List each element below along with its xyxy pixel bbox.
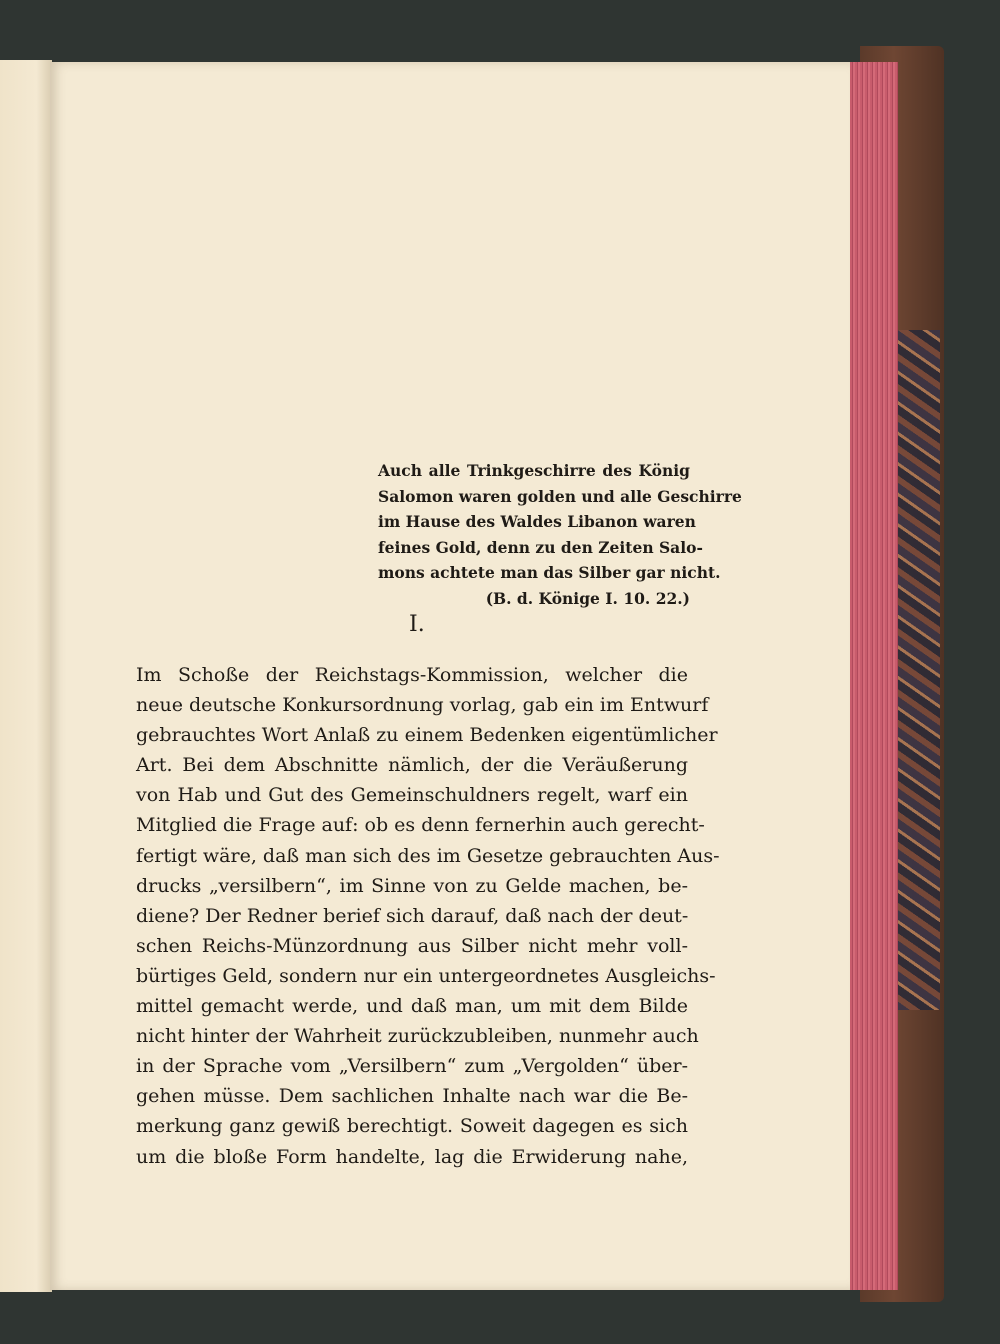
epigraph-line: feines Gold, denn zu den Zeiten Salo-: [378, 537, 703, 557]
body-line: fertigt wäre, daß man sich des im Gesetze gebrauchten Aus-: [136, 844, 720, 867]
chapter-numeral: I.: [409, 612, 425, 637]
body-line: gehen müsse. Dem sachlichen Inhalte nach war die Be-: [136, 1085, 688, 1108]
body-line: diene? Der Redner berief sich darauf, daß nach der deut-: [136, 904, 689, 927]
body-line: drucks „versilbern“, im Sinne von zu Gelde machen, be-: [136, 874, 688, 897]
body-line: gebrauchtes Wort Anlaß zu einem Bedenken eigentümlicher: [136, 724, 718, 747]
epigraph-line: mons achtete man das Silber gar nicht.: [378, 563, 721, 582]
epigraph-line: Salomon waren golden und alle Geschirre: [378, 486, 742, 506]
body-line: nicht hinter der Wahrheit zurückzubleiben, nunmehr auch: [136, 1025, 699, 1048]
body-line: merkung ganz gewiß berechtigt. Soweit dagegen es sich: [136, 1115, 688, 1138]
body-line: Art. Bei dem Abschnitte nämlich, der die Veräußerung: [136, 754, 688, 777]
body-line: mittel gemacht werde, und daß man, um mit dem Bilde: [136, 995, 688, 1018]
epigraph-line: Auch alle Trinkgeschirre des König: [378, 461, 690, 480]
epigraph-line: im Hause des Waldes Libanon waren: [378, 512, 696, 531]
epigraph-reference: (B. d. Könige I. 10. 22.): [485, 588, 690, 608]
body-line: schen Reichs-Münzordnung aus Silber nicht mehr voll-: [136, 934, 688, 957]
body-line: Im Schoße der Reichstags-Kommission, welcher die: [136, 664, 688, 686]
body-text: [136, 660, 720, 1172]
red-page-edges: [850, 62, 898, 1290]
body-line: neue deutsche Konkursordnung vorlag, gab ein im Entwurf: [136, 694, 709, 717]
body-line: bürtiges Geld, sondern nur ein untergeordnetes Ausgleichs-: [136, 964, 716, 987]
body-line: um die bloße Form handelte, lag die Erwiderung nahe,: [136, 1145, 688, 1168]
body-line: Mitglied die Frage auf: ob es denn fernerhin auch gerecht-: [136, 814, 705, 837]
body-line: von Hab und Gut des Gemeinschuldners regelt, warf ein: [136, 784, 688, 807]
body-line: in der Sprache vom „Versilbern“ zum „Vergolden“ über-: [136, 1055, 688, 1078]
epigraph: [378, 458, 742, 611]
marbled-cover: [896, 330, 940, 1010]
left-page-edge: [0, 60, 52, 1292]
